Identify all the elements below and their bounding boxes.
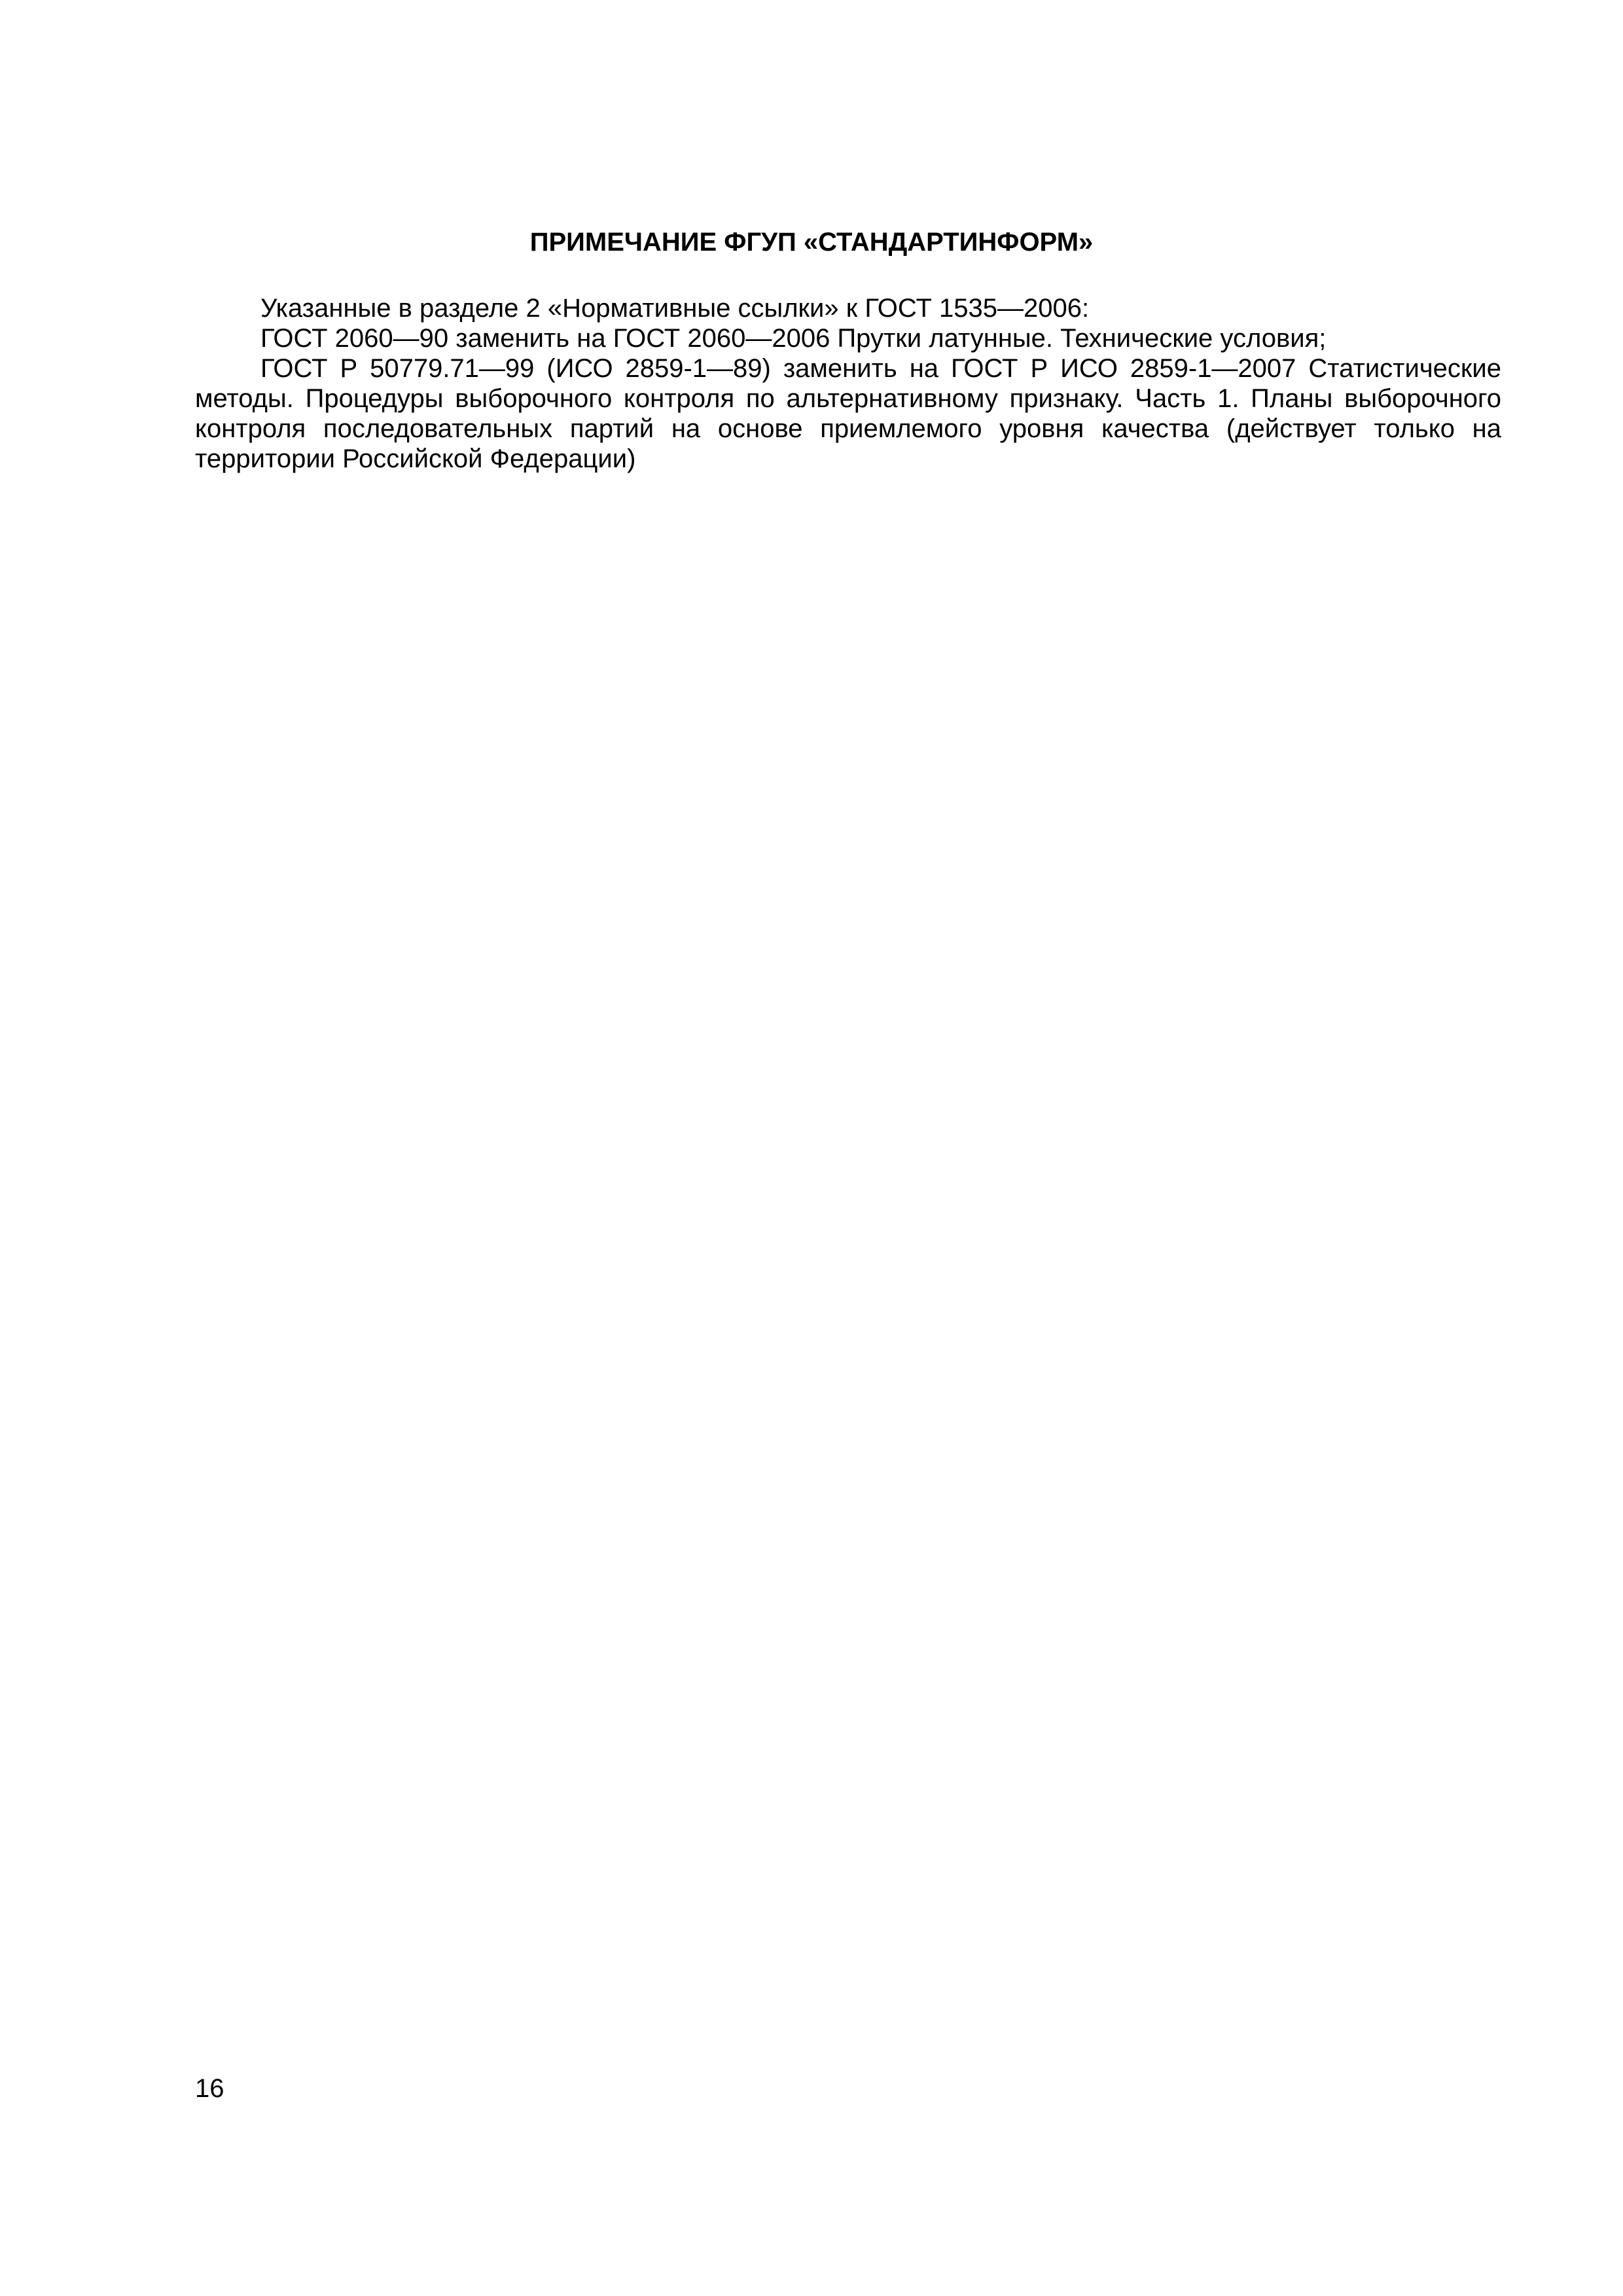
note-body xyxy=(195,293,1501,474)
page-number: 16 xyxy=(195,2074,224,2103)
note-paragraph-intro: Указанные в разделе 2 «Нормативные ссылки» к ГОСТ 1535—2006: xyxy=(260,294,1090,323)
note-title: ПРИМЕЧАНИЕ ФГУП «СТАНДАРТИНФОРМ» xyxy=(529,228,1094,257)
note-paragraph-gost-2060: ГОСТ 2060—90 заменить на ГОСТ 2060—2006 Прутки латунные. Технические условия; xyxy=(260,324,1327,353)
note-paragraph-gost-50779: ГОСТ Р 50779.71—99 (ИСО 2859-1—89) заменить на ГОСТ Р ИСО 2859-1—2007 Статистические методы. Процедуры выборочного контроля по альтернативному признаку. Часть 1. Планы выборочного контроля последовательных партий на основе приемлемого уровня качества (действует только на территории Российской Федерации) xyxy=(195,354,1501,473)
